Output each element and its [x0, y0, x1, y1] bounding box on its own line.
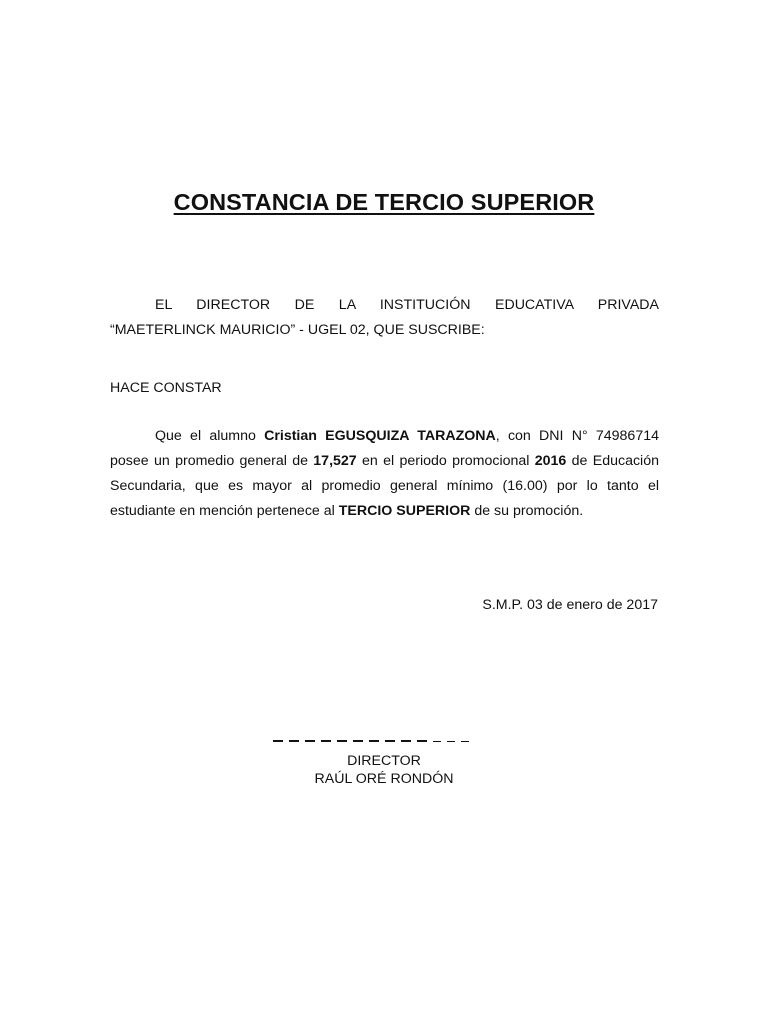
body-text-1: Que el alumno: [155, 428, 265, 444]
body-text-2: , con DNI N° 74986714 posee un promedio general de: [110, 428, 659, 469]
document-date: S.M.P. 03 de enero de 2017: [482, 597, 658, 613]
body-paragraph: [110, 424, 659, 524]
intro-line-2: “MAETERLINCK MAURICIO” - UGEL 02, QUE SUSCRIBE:: [110, 322, 485, 338]
average-value: 17,527: [313, 453, 357, 469]
signature-role: DIRECTOR: [347, 753, 421, 769]
student-name: Cristian EGUSQUIZA TARAZONA: [264, 428, 496, 444]
intro-paragraph: [110, 293, 659, 343]
intro-line-1: EL DIRECTOR DE LA INSTITUCIÓN EDUCATIVA PRIVADA: [155, 297, 659, 313]
signature-name: RAÚL ORÉ RONDÓN: [314, 771, 454, 787]
signature-line: [273, 732, 473, 748]
year-value: 2016: [534, 453, 567, 469]
category-value: TERCIO SUPERIOR: [338, 503, 471, 519]
body-text-4: de Educación Secundaria, que es mayor al promedio general mínimo (16.00) por lo tanto el estudiante en mención pertenece al: [110, 453, 659, 519]
document-title: CONSTANCIA DE TERCIO SUPERIOR: [173, 189, 595, 215]
body-text-5: de su promoción.: [470, 503, 584, 519]
hace-constar-heading: HACE CONSTAR: [110, 380, 222, 396]
body-text-3: en el periodo promocional: [356, 453, 535, 469]
